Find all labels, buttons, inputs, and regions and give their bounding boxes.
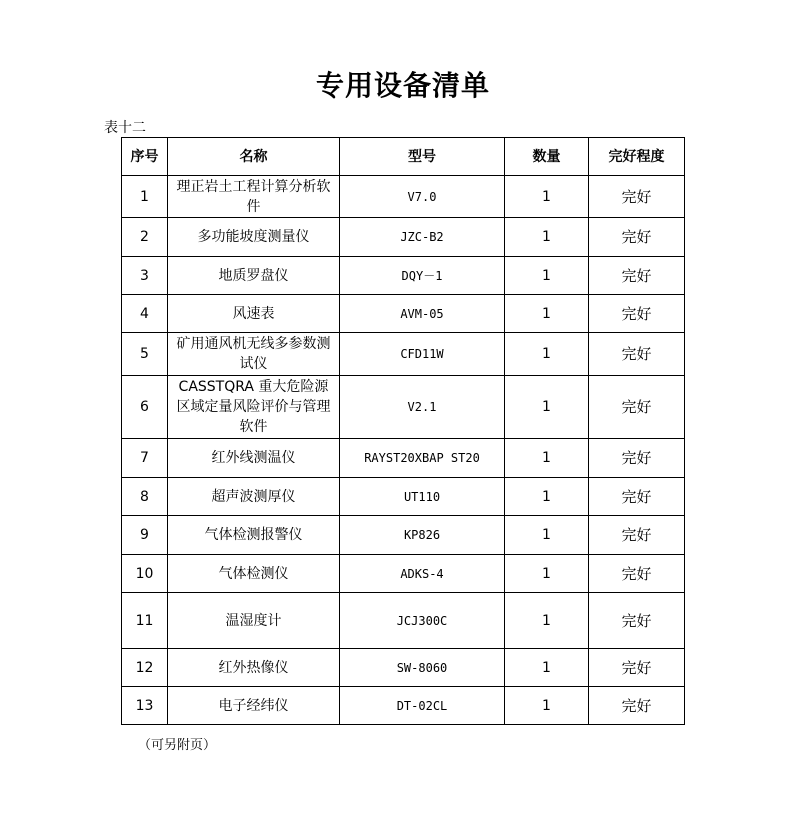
cell-condition: 完好 [589,516,685,555]
cell-name: 理正岩土工程计算分析软件 [168,176,340,218]
cell-no: 11 [122,593,168,649]
cell-qty: 1 [505,257,589,295]
table-header-row [122,138,685,176]
cell-name: 气体检测报警仪 [168,516,340,555]
cell-no: 12 [122,649,168,687]
cell-model: JCJ300C [340,593,505,649]
column-header-model: 型号 [340,138,505,176]
cell-name: CASSTQRA 重大危险源区域定量风险评价与管理软件 [168,376,340,439]
cell-no: 1 [122,176,168,218]
cell-no: 4 [122,295,168,333]
cell-condition: 完好 [589,478,685,516]
cell-model: AVM-05 [340,295,505,333]
table-row [122,687,685,725]
cell-no: 8 [122,478,168,516]
cell-condition: 完好 [589,649,685,687]
table-row [122,333,685,376]
cell-qty: 1 [505,376,589,439]
cell-model: RAYST20XBAP ST20 [340,439,505,478]
cell-condition: 完好 [589,555,685,593]
cell-model: UT110 [340,478,505,516]
page-title: 专用设备清单 [315,69,490,102]
cell-condition: 完好 [589,176,685,218]
column-header-condition: 完好程度 [589,138,685,176]
cell-name: 多功能坡度测量仪 [168,218,340,257]
cell-condition: 完好 [589,593,685,649]
table-row [122,218,685,257]
table-row [122,439,685,478]
cell-condition: 完好 [589,333,685,376]
cell-qty: 1 [505,439,589,478]
table-row [122,257,685,295]
table-row [122,516,685,555]
table-row [122,555,685,593]
table-row [122,176,685,218]
cell-no: 10 [122,555,168,593]
column-header-name: 名称 [168,138,340,176]
cell-no: 9 [122,516,168,555]
cell-name: 地质罗盘仪 [168,257,340,295]
cell-name: 红外线测温仪 [168,439,340,478]
cell-qty: 1 [505,555,589,593]
equipment-table [121,137,685,725]
cell-condition: 完好 [589,218,685,257]
column-header-qty: 数量 [505,138,589,176]
cell-name: 矿用通风机无线多参数测试仪 [168,333,340,376]
cell-model: V7.0 [340,176,505,218]
cell-model: DT-02CL [340,687,505,725]
cell-model: JZC-B2 [340,218,505,257]
cell-qty: 1 [505,295,589,333]
cell-model: SW-8060 [340,649,505,687]
cell-name: 超声波测厚仪 [168,478,340,516]
cell-condition: 完好 [589,687,685,725]
table-row [122,593,685,649]
cell-qty: 1 [505,687,589,725]
cell-name: 温湿度计 [168,593,340,649]
cell-qty: 1 [505,649,589,687]
cell-qty: 1 [505,478,589,516]
cell-name: 风速表 [168,295,340,333]
cell-model: DQY－1 [340,257,505,295]
cell-model: CFD11W [340,333,505,376]
cell-model: ADKS-4 [340,555,505,593]
cell-no: 6 [122,376,168,439]
cell-qty: 1 [505,218,589,257]
cell-condition: 完好 [589,439,685,478]
cell-name: 红外热像仪 [168,649,340,687]
cell-name: 电子经纬仪 [168,687,340,725]
footnote: （可另附页） [138,738,217,753]
column-header-no: 序号 [122,138,168,176]
cell-condition: 完好 [589,295,685,333]
table-row [122,376,685,439]
cell-no: 13 [122,687,168,725]
cell-no: 7 [122,439,168,478]
cell-no: 5 [122,333,168,376]
table-caption: 表十二 [104,120,146,136]
cell-qty: 1 [505,516,589,555]
table-row [122,649,685,687]
cell-no: 3 [122,257,168,295]
cell-name: 气体检测仪 [168,555,340,593]
cell-qty: 1 [505,593,589,649]
cell-qty: 1 [505,176,589,218]
table-row [122,295,685,333]
cell-no: 2 [122,218,168,257]
cell-qty: 1 [505,333,589,376]
cell-condition: 完好 [589,257,685,295]
cell-model: V2.1 [340,376,505,439]
cell-condition: 完好 [589,376,685,439]
table-row [122,478,685,516]
cell-model: KP826 [340,516,505,555]
